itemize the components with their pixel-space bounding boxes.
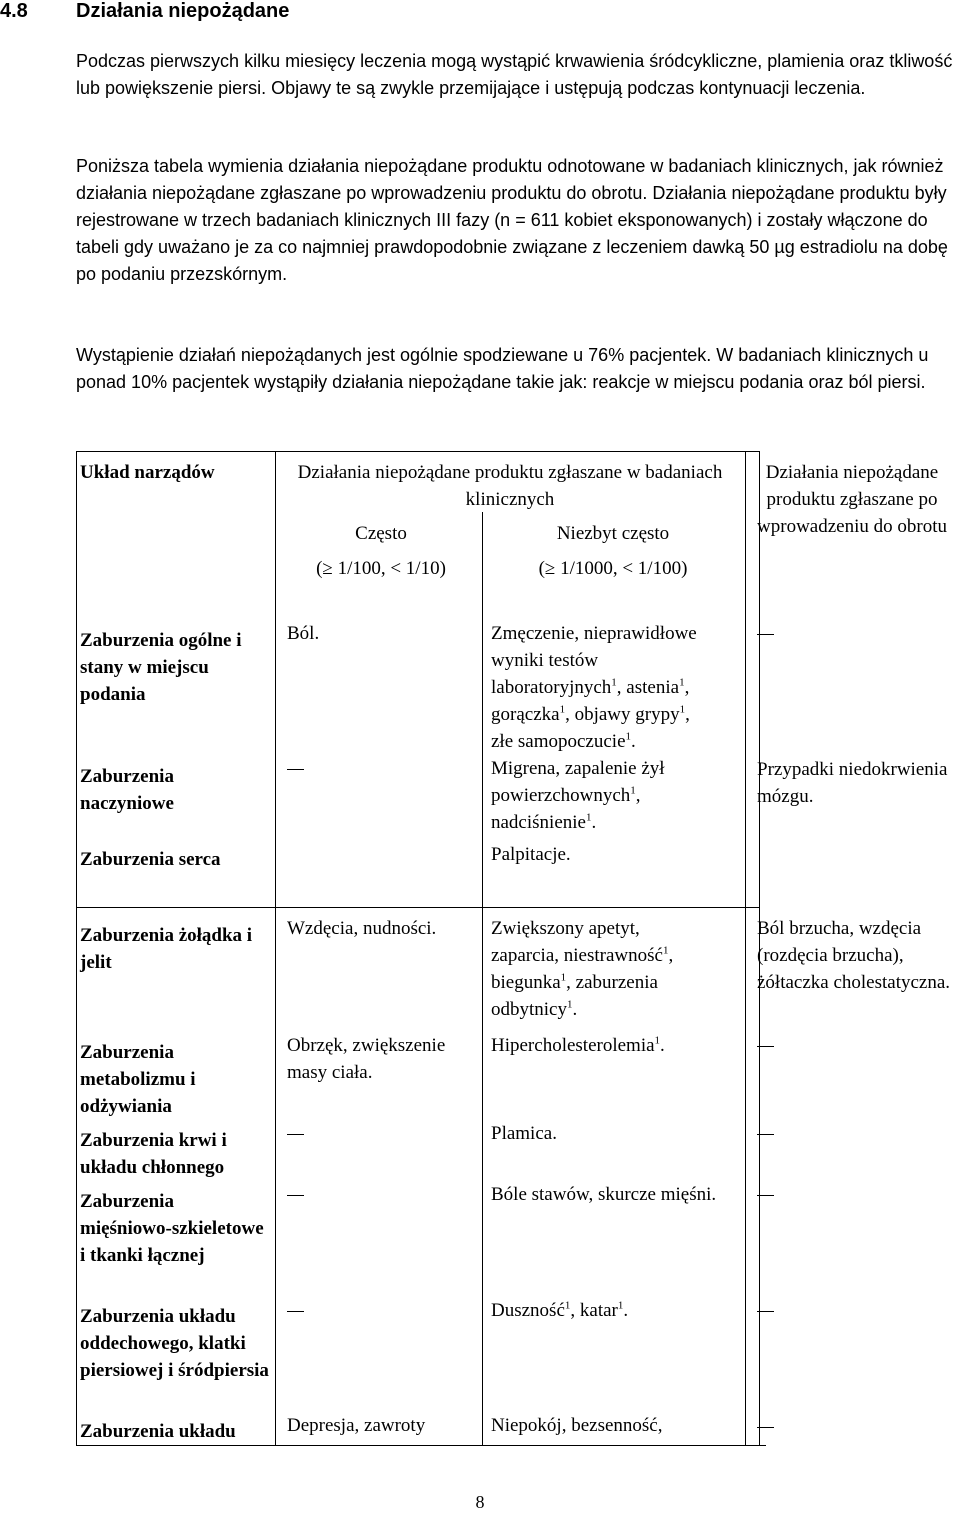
row-musculo-common-dash <box>287 1195 304 1196</box>
row-cardiac-organ: Zaburzenia serca <box>80 849 221 870</box>
row-nervous-organ: Zaburzenia układu <box>80 1421 236 1442</box>
row-gi-uncommon-line: zaparcia, niestrawność$^1$, <box>491 944 674 966</box>
row-vascular-organ: Zaburzenia naczyniowe <box>80 766 174 814</box>
row-nervous-uncommon: Niepokój, bezsenność, <box>491 1415 663 1436</box>
paragraph-1: Podczas pierwszych kilku miesięcy leczenia mogą wystąpić krwawienia śródcykliczne, plamienia oraz tkliwość lub powiększenie piersi. Objawy te są zwykle przemijające i ustępują podczas kontynuacji leczenia. <box>76 51 953 98</box>
row-metabolism-uncommon: Hipercholesterolemia$^1$. <box>491 1034 665 1056</box>
header-uncommon-range: (≥ 1/1000, < 1/100) <box>538 558 688 579</box>
row-blood-post-dash <box>757 1134 774 1135</box>
table-top-border <box>76 451 760 452</box>
row-gi-uncommon <box>491 915 746 1023</box>
row-cardiac-uncommon: Palpitacje. <box>491 844 571 865</box>
row-blood-uncommon: Plamica. <box>491 1123 557 1144</box>
row-vascular-uncommon-line: Migrena, zapalenie żył <box>491 758 665 779</box>
row-nervous-post-dash <box>757 1427 774 1428</box>
row-vascular-post: Przypadki niedokrwienia mózgu. <box>757 759 948 807</box>
header-clinical: Działania niepożądane produktu zgłaszane w badaniach klinicznych <box>297 462 723 510</box>
row-metabolism-post-dash <box>757 1046 774 1047</box>
table-col-divider-1 <box>275 451 276 1446</box>
row-general-uncommon-line: laboratoryjnych$^1$, astenia$^1$, <box>491 676 690 698</box>
row-gi-uncommon-line: Zwiększony apetyt, <box>491 918 640 939</box>
row-respiratory-common-dash <box>287 1311 304 1312</box>
section-number: 4.8 <box>0 0 28 22</box>
row-respiratory-uncommon: Duszność$^1$, katar$^1$. <box>491 1299 629 1321</box>
row-general-post-dash <box>757 634 774 635</box>
row-respiratory-post-dash <box>757 1311 774 1312</box>
table-bottom-border <box>76 1445 766 1446</box>
row-general-uncommon-line: Zmęczenie, nieprawidłowe <box>491 623 697 644</box>
row-general-organ: Zaburzenia ogólne i stany w miejscu podania <box>80 630 242 705</box>
table-left-border <box>76 451 77 1446</box>
row-musculo-organ: Zaburzenia mięśniowo-szkieletowe i tkanki łącznej <box>80 1191 264 1266</box>
row-vascular-uncommon-line: nadciśnienie$^1$. <box>491 811 597 833</box>
table-section-divider <box>76 907 760 908</box>
row-gi-post: Ból brzucha, wzdęcia (rozdęcia brzucha), żółtaczka cholestatyczna. <box>757 918 951 993</box>
header-organ: Układ narządów <box>80 462 215 483</box>
header-common: Często <box>355 523 407 544</box>
row-musculo-post-dash <box>757 1195 774 1196</box>
row-vascular-uncommon <box>491 755 746 836</box>
header-uncommon: Niezbyt często <box>556 523 670 544</box>
row-nervous-common: Depresja, zawroty <box>287 1415 426 1436</box>
header-post-marketing: Działania niepożądane produktu zgłaszane po wprowadzeniu do obrotu <box>757 462 947 537</box>
row-metabolism-common: Obrzęk, zwiększenie masy ciała. <box>287 1035 446 1083</box>
paragraph-3: Wystąpienie działań niepożądanych jest ogólnie spodziewane u 76% pacjentek. W badaniach klinicznych u ponad 10% pacjentek wystąpiły działania niepożądane takie jak: reakcje w miejscu podania oraz ból piersi. <box>76 345 929 392</box>
row-general-common: Ból. <box>287 623 320 644</box>
row-general-uncommon-line: gorączka$^1$, objawy grypy$^1$, <box>491 703 690 725</box>
row-gi-common: Wzdęcia, nudności. <box>287 918 437 939</box>
row-gi-organ: Zaburzenia żołądka i jelit <box>80 925 253 973</box>
row-general-uncommon-line: złe samopoczucie$^1$. <box>491 730 636 752</box>
page-number: 8 <box>475 1492 485 1512</box>
paragraph-2: Poniższa tabela wymienia działania niepożądane produktu odnotowane w badaniach klinicznych, jak również działania niepożądane zgłaszane po wprowadzeniu produktu do obrotu. Działania niepożądane produktu były rejestrowane w trzech badaniach klinicznych III fazy (n = 611 kobiet eksponowanych) i zostały włączone do tabeli gdy uważano je za co najmniej prawdopodobnie związane z leczeniem dawką 50 µg estradiolu na dobę po podaniu przezskórnym. <box>76 156 948 284</box>
row-general-uncommon <box>491 620 746 755</box>
row-respiratory-organ: Zaburzenia układu oddechowego, klatki piersiowej i śródpiersia <box>80 1306 269 1381</box>
row-general-uncommon-line: wyniki testów <box>491 650 599 671</box>
row-vascular-uncommon-line: powierzchownych$^1$, <box>491 784 641 806</box>
row-vascular-common-dash <box>287 769 304 770</box>
table-col-divider-2 <box>482 512 483 1446</box>
row-metabolism-organ: Zaburzenia metabolizmu i odżywiania <box>80 1042 196 1117</box>
row-blood-organ: Zaburzenia krwi i układu chłonnego <box>80 1130 227 1178</box>
header-common-range: (≥ 1/100, < 1/10) <box>316 558 446 579</box>
row-blood-common-dash <box>287 1134 304 1135</box>
row-gi-uncommon-line: odbytnicy$^1$. <box>491 998 578 1020</box>
section-title: Działania niepożądane <box>76 0 290 22</box>
row-gi-uncommon-line: biegunka$^1$, zaburzenia <box>491 971 658 993</box>
row-musculo-uncommon: Bóle stawów, skurcze mięśni. <box>491 1184 717 1205</box>
